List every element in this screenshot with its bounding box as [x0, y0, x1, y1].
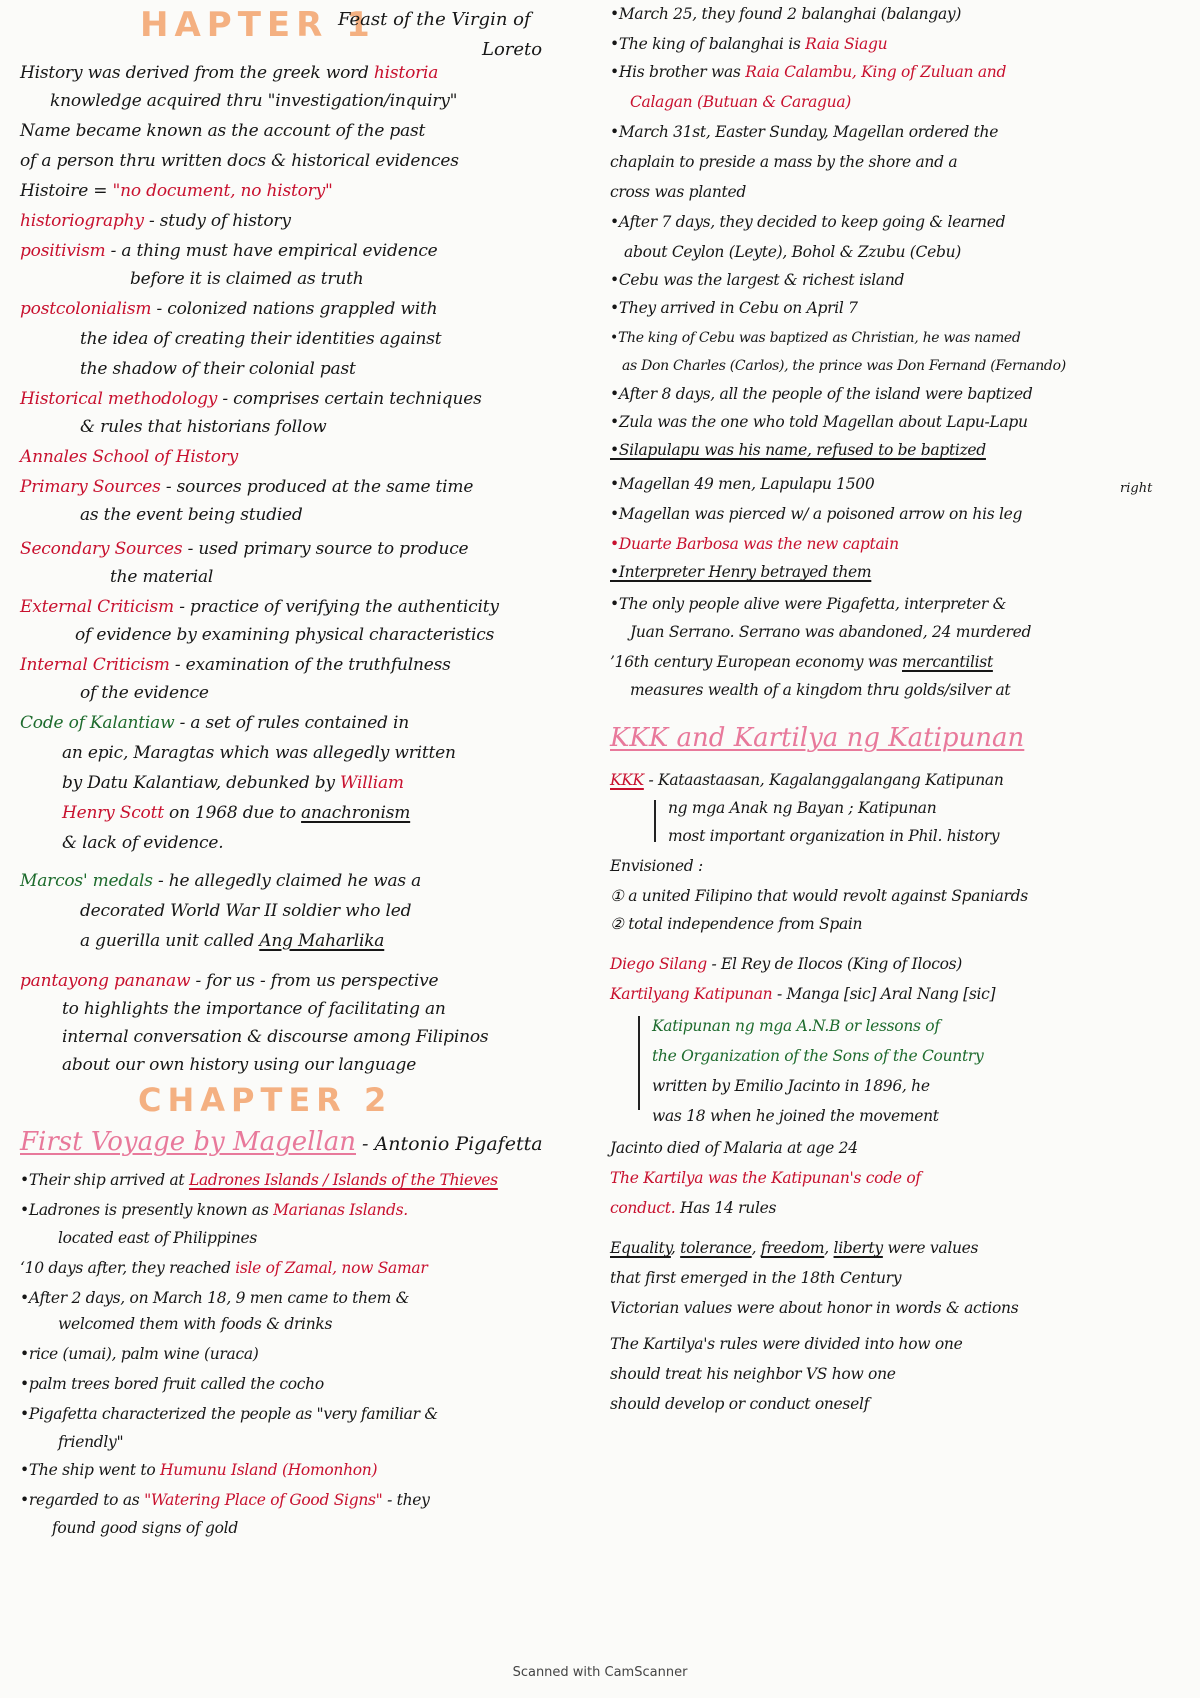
kkk-bracket: [654, 800, 656, 842]
humunu-island-term: Humunu Island (Homonhon): [159, 1461, 378, 1479]
first-voyage-heading: [20, 1128, 543, 1158]
internal-criticism-definition: - examination of the truthfulness: [169, 655, 451, 675]
date-text: on 1968 due to: [163, 803, 302, 823]
postcolonialism-term: postcolonialism: [20, 299, 152, 319]
note-line: internal conversation & discourse among Filipinos: [62, 1027, 489, 1047]
diego-silang-term: Diego Silang: [610, 955, 707, 973]
chapter-1-heading: HAPTER 1: [140, 5, 376, 45]
note-line: the material: [110, 567, 214, 587]
watering-place-term: "Watering Place of Good Signs": [144, 1491, 383, 1509]
tolerance-term: tolerance: [680, 1239, 752, 1257]
external-criticism-line: [20, 598, 499, 618]
kkk-section-heading: KKK and Kartilya ng Katipunan: [610, 723, 1025, 753]
historiography-line: [20, 212, 291, 232]
pantayong-pananaw-line: [20, 972, 438, 992]
note-line: •March 25, they found 2 balanghai (balangay): [610, 5, 962, 23]
note-line: cross was planted: [610, 183, 746, 201]
note-line: Victorian values were about honor in words & actions: [610, 1299, 1019, 1317]
note-line: as Don Charles (Carlos), the prince was Don Fernand (Fernando): [622, 358, 1066, 374]
mercantilist-term: mercantilist: [902, 653, 993, 671]
liberty-term: liberty: [833, 1239, 883, 1257]
pigafetta-author: - Antonio Pigafetta: [356, 1133, 543, 1155]
kartilya-lesson-line: the Organization of the Sons of the Country: [652, 1047, 984, 1065]
ang-maharlika-term: Ang Maharlika: [259, 931, 385, 951]
historiography-term: historiography: [20, 211, 144, 231]
note-line: •Cebu was the largest & richest island: [610, 271, 905, 289]
note-line: friendly": [58, 1433, 124, 1451]
feast-note-line-1: Feast of the Virgin of: [338, 9, 531, 30]
duarte-barbosa-term: •Duarte Barbosa was the new captain: [610, 535, 899, 553]
note-line: Jacinto died of Malaria at age 24: [610, 1139, 858, 1157]
feast-note-line-2: Loreto: [482, 39, 543, 60]
note-line: welcomed them with foods & drinks: [58, 1315, 333, 1333]
historia-term: historia: [373, 63, 439, 83]
ladrones-islands-term: Ladrones Islands / Islands of the Thieves: [188, 1171, 498, 1189]
note-line: •Magellan was pierced w/ a poisoned arrow on his leg: [610, 505, 1023, 523]
note-line: should develop or conduct oneself: [610, 1395, 870, 1413]
marianas-line: [20, 1202, 408, 1220]
note-line: decorated World War II soldier who led: [80, 901, 412, 921]
marcos-medals-term: Marcos' medals: [20, 871, 153, 891]
scanner-watermark: Scanned with CamScanner: [512, 1665, 688, 1680]
rules-count: Has 14 rules: [675, 1199, 777, 1217]
note-line: found good signs of gold: [52, 1519, 238, 1537]
primary-sources-line: [20, 478, 473, 498]
kartilyang-katipunan-term: Kartilyang Katipunan: [610, 985, 773, 1003]
note-line: Juan Serrano. Serrano was abandoned, 24 murdered: [630, 623, 1032, 641]
note-line: The Kartilya's rules were divided into how one: [610, 1335, 963, 1353]
conduct-term: conduct.: [610, 1199, 676, 1217]
henry-scott-name: Henry Scott: [62, 803, 164, 823]
secondary-sources-definition: - used primary source to produce: [182, 539, 469, 559]
kkk-definition: - Kataastaasan, Kagalanggalangang Katipunan: [643, 771, 1004, 789]
calagan-term: Calagan (Butuan & Caragua): [630, 93, 852, 111]
economy-text: ’16th century European economy was: [610, 653, 902, 671]
note-line: •March 31st, Easter Sunday, Magellan ordered the: [610, 123, 999, 141]
note-line: •Zula was the one who told Magellan about Lapu-Lapu: [610, 413, 1028, 431]
pantayong-pananaw-term: pantayong pananaw: [20, 971, 191, 991]
debunk-text: by Datu Kalantiaw, debunked by: [62, 773, 341, 793]
primary-sources-term: Primary Sources: [20, 477, 161, 497]
note-line: that first emerged in the 18th Century: [610, 1269, 902, 1287]
note-line: Name became known as the account of the past: [20, 121, 426, 141]
note-line: of the evidence: [80, 683, 209, 703]
isle-of-zamal-term: isle of Zamal, now Samar: [235, 1259, 428, 1277]
marianas-islands-term: Marianas Islands.: [273, 1201, 408, 1219]
note-line: chaplain to preside a mass by the shore and a: [610, 153, 958, 171]
note-line: about our own history using our language: [62, 1055, 417, 1075]
marcos-medals-line: [20, 872, 421, 892]
guerilla-line: [80, 932, 384, 952]
note-line: of evidence by examining physical characteristics: [75, 625, 495, 645]
kartilya-bracket: [638, 1016, 640, 1110]
note-line: most important organization in Phil. history: [668, 827, 1000, 845]
note-line: •palm trees bored fruit called the cocho: [20, 1375, 324, 1393]
histoire-term: Histoire =: [20, 181, 113, 201]
note-line: •After 7 days, they decided to keep going & learned: [610, 213, 1006, 231]
first-voyage-title: First Voyage by Magellan: [20, 1127, 356, 1157]
interpreter-henry-text: •Interpreter Henry betrayed them: [610, 563, 872, 581]
kalantiaw-debunk-line: [62, 774, 404, 794]
kalantiaw-date-line: [62, 804, 410, 824]
methodology-term: Historical methodology: [20, 389, 218, 409]
interpreter-henry-line: [610, 564, 871, 582]
anachronism-term: anachronism: [301, 803, 411, 823]
william-name: William: [340, 773, 404, 793]
note-line: before it is claimed as truth: [130, 269, 364, 289]
note-line: about Ceylon (Leyte), Bohol & Zzubu (Cebu): [624, 243, 962, 261]
ladrones-known-text: •Ladrones is presently known as: [20, 1201, 274, 1219]
values-text: were values: [882, 1239, 979, 1257]
marcos-medals-definition: - he allegedly claimed he was a: [152, 871, 422, 891]
zamal-line: [20, 1260, 427, 1278]
kalantiaw-line: [20, 714, 409, 734]
humunu-line: [20, 1462, 377, 1480]
positivism-term: positivism: [20, 241, 106, 261]
guerilla-text: a guerilla unit called: [80, 931, 260, 951]
kartilya-lesson-line: Katipunan ng mga A.N.B or lessons of: [652, 1017, 940, 1035]
note-line: •After 2 days, on March 18, 9 men came to them &: [20, 1289, 410, 1307]
note-line: was 18 when he joined the movement: [652, 1107, 939, 1125]
chapter-2-heading: CHAPTER 2: [138, 1081, 393, 1119]
note-line: an epic, Maragtas which was allegedly written: [62, 743, 456, 763]
note-line: ① a united Filipino that would revolt against Spaniards: [610, 887, 1028, 905]
pantayong-pananaw-definition: - for us - from us perspective: [190, 971, 439, 991]
history-definition-line: [20, 64, 438, 84]
secondary-sources-term: Secondary Sources: [20, 539, 183, 559]
watering-place-line: [20, 1492, 430, 1510]
note-line: •rice (umai), palm wine (uraca): [20, 1345, 259, 1363]
annales-school-term: Annales School of History: [20, 447, 239, 467]
equality-term: Equality: [610, 1239, 671, 1257]
secondary-sources-line: [20, 540, 468, 560]
note-line: should treat his neighbor VS how one: [610, 1365, 896, 1383]
kartilya-code-line: The Kartilya was the Katipunan's code of: [610, 1169, 921, 1187]
postcolonialism-definition: - colonized nations grappled with: [151, 299, 438, 319]
note-line: the shadow of their colonial past: [80, 359, 356, 379]
histoire-quote: "no document, no history": [112, 181, 333, 201]
note-line: measures wealth of a kingdom thru golds/silver at: [630, 681, 1011, 699]
note-line: as the event being studied: [80, 505, 303, 525]
history-definition-text: History was derived from the greek word: [20, 63, 374, 83]
freedom-term: freedom: [760, 1239, 825, 1257]
ship-arrived-text: •Their ship arrived at: [20, 1171, 189, 1189]
ship-went-text: •The ship went to: [20, 1461, 160, 1479]
note-line: •Silapulapu was his name, refused to be baptized: [610, 441, 986, 459]
brother-line: [610, 64, 1006, 82]
raia-siagu-term: Raia Siagu: [805, 35, 888, 53]
note-line: •They arrived in Cebu on April 7: [610, 299, 858, 317]
note-line: Envisioned :: [610, 857, 703, 875]
external-criticism-definition: - practice of verifying the authenticity: [173, 597, 499, 617]
right-annotation: right: [1120, 481, 1153, 496]
kartilyang-katipunan-line: [610, 986, 995, 1004]
methodology-definition: - comprises certain techniques: [217, 389, 482, 409]
note-line: •The king of Cebu was baptized as Christian, he was named: [610, 330, 1021, 346]
note-line: to highlights the importance of facilitating an: [62, 999, 446, 1019]
kkk-line: [610, 772, 1004, 790]
primary-sources-definition: - sources produced at the same time: [160, 477, 474, 497]
note-line: of a person thru written docs & historical evidences: [20, 151, 459, 171]
note-line: •Magellan 49 men, Lapulapu 1500: [610, 475, 875, 493]
internal-criticism-line: [20, 656, 451, 676]
diego-silang-definition: - El Rey de Ilocos (King of Ilocos): [706, 955, 963, 973]
balanghai-king-text: •The king of balanghai is: [610, 35, 806, 53]
note-line: knowledge acquired thru "investigation/inquiry": [50, 91, 458, 111]
comma: ,: [670, 1239, 681, 1257]
note-line: ② total independence from Spain: [610, 915, 863, 933]
note-line: ng mga Anak ng Bayan ; Katipunan: [668, 799, 937, 817]
note-line: •After 8 days, all the people of the island were baptized: [610, 385, 1033, 403]
conduct-line: [610, 1200, 776, 1218]
diego-silang-line: [610, 956, 962, 974]
positivism-definition: - a thing must have empirical evidence: [105, 241, 438, 261]
methodology-line: [20, 390, 482, 410]
positivism-line: [20, 242, 438, 262]
note-line: written by Emilio Jacinto in 1896, he: [652, 1077, 930, 1095]
note-line: & rules that historians follow: [80, 417, 327, 437]
ladrones-line: [20, 1172, 498, 1190]
brother-text: •His brother was: [610, 63, 746, 81]
kkk-term: KKK: [610, 771, 644, 789]
note-line: •Pigafetta characterized the people as "very familiar &: [20, 1405, 438, 1423]
balanghai-king-line: [610, 36, 887, 54]
kalantiaw-definition: - a set of rules contained in: [174, 713, 409, 733]
historiography-definition: - study of history: [143, 211, 291, 231]
comma: ,: [824, 1239, 834, 1257]
ten-days-text: ‘10 days after, they reached: [20, 1259, 236, 1277]
mercantilist-line: [610, 654, 993, 672]
internal-criticism-term: Internal Criticism: [20, 655, 170, 675]
kartilyang-katipunan-definition: - Manga [sic] Aral Nang [sic]: [772, 985, 996, 1003]
external-criticism-term: External Criticism: [20, 597, 174, 617]
note-line: located east of Philippines: [58, 1229, 258, 1247]
regarded-text: •regarded to as: [20, 1491, 145, 1509]
postcolonialism-line: [20, 300, 437, 320]
kalantiaw-term: Code of Kalantiaw: [20, 713, 175, 733]
raia-calambu-term: Raia Calambu, King of Zuluan and: [745, 63, 1007, 81]
histoire-line: [20, 182, 333, 202]
values-line: [610, 1240, 978, 1258]
note-line: the idea of creating their identities against: [80, 329, 442, 349]
they-text: - they: [382, 1491, 430, 1509]
note-line: •The only people alive were Pigafetta, interpreter &: [610, 595, 1007, 613]
comma: ,: [751, 1239, 761, 1257]
note-line: & lack of evidence.: [62, 833, 224, 853]
